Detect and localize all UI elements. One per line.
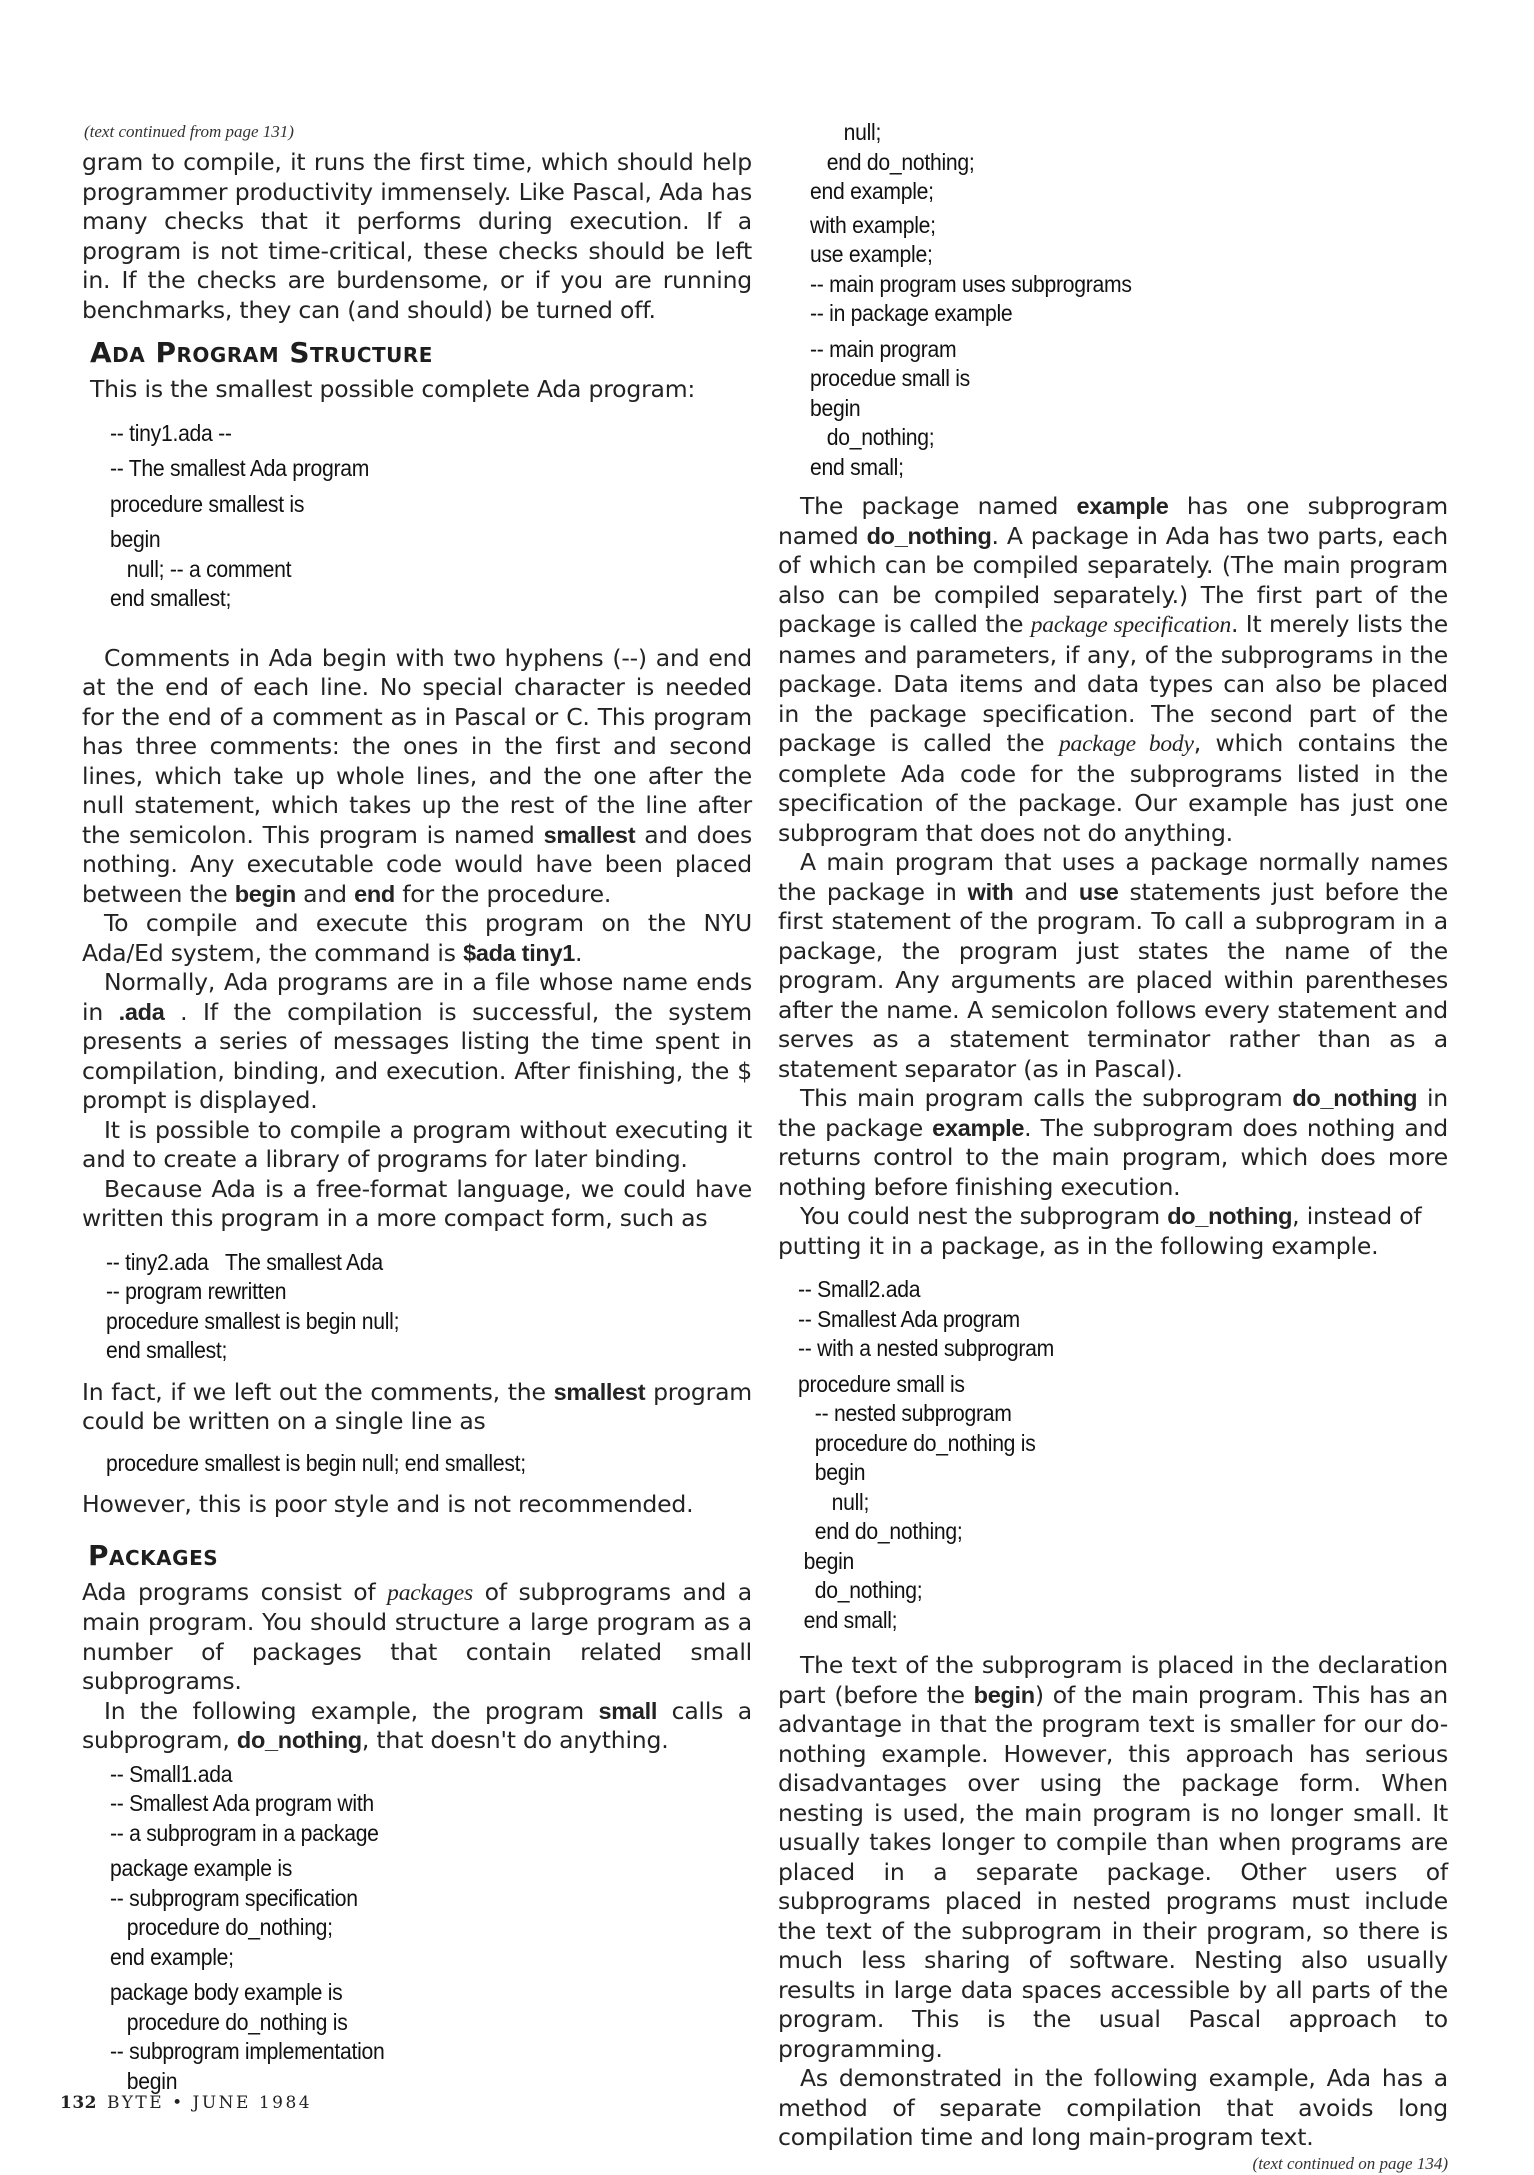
- code-line: -- Small2.ada: [798, 1276, 921, 1302]
- code-line: procedure small is: [798, 1370, 965, 1397]
- code-line: -- Smallest Ada program: [798, 1305, 1020, 1332]
- keyword: end: [354, 880, 395, 907]
- keyword: use: [1078, 878, 1119, 905]
- code-line: with example;: [810, 211, 936, 238]
- continued-on-note: (text continued on page 134): [1252, 2153, 1448, 2173]
- poor-style-paragraph: However, this is poor style and is not recommended.: [82, 1490, 694, 1518]
- packages-paragraph: Ada programs consist of packages of subprograms and a main program. You should structure a large program as a number of packages that contain related small subprograms.: [82, 1577, 752, 1695]
- keyword: example: [932, 1114, 1025, 1141]
- code-line: procedure smallest is begin null;: [106, 1307, 400, 1334]
- code-line: procedure do_nothing;: [110, 1914, 333, 1940]
- code-line: -- nested subprogram: [798, 1400, 1012, 1426]
- infact-paragraph: In fact, if we left out the comments, the smallest program could be written on a single line as: [82, 1377, 752, 1435]
- code-line: -- subprogram implementation: [110, 2038, 385, 2064]
- term: packages: [387, 1579, 473, 1606]
- code-line: procedue small is: [810, 365, 970, 391]
- code-line: -- tiny1.ada --: [110, 419, 232, 446]
- code-small1-continued: [810, 118, 1448, 482]
- code-line: procedure smallest is: [110, 490, 305, 517]
- term: package body: [1058, 731, 1194, 757]
- page-footer: [60, 2093, 312, 2113]
- compile-paragraph: To compile and execute this program on the NYU Ada/Ed system, the command is $ada tiny1.: [82, 909, 752, 967]
- heading-ada-program-structure: Ada Program Structure: [90, 336, 433, 369]
- code-line: -- main program: [810, 335, 957, 362]
- keyword: small: [598, 1697, 658, 1724]
- code-line: -- main program uses subprograms: [810, 270, 1132, 297]
- code-line: end smallest;: [106, 1337, 228, 1363]
- code-line: -- subprogram specification: [110, 1884, 358, 1911]
- code-line: -- program rewritten: [106, 1278, 287, 1304]
- separate-compilation-paragraph: As demonstrated in the following example, Ada has a method of separate compilation that avoids long compilation time and long main-program text.: [778, 2064, 1448, 2151]
- nest-paragraph: You could nest the subprogram do_nothing, instead of putting it in a package, as in the following example.: [778, 1202, 1422, 1260]
- code-line: use example;: [810, 241, 933, 267]
- package-paragraph: The package named example has one subprogram named do_nothing. A package in Ada has two parts, each of which can be compiled separately. (The main program also can be compiled separately.) The first part of the package is called the package specification. It merely lists the names and parameters, if any, of the subprograms in the package. Data items and data types can also be placed in the package specification. The second part of the package is called the package body, which contains the complete Ada code for the subprograms listed in the specification of the package. Our example has just one subprogram that does not do anything.: [778, 492, 1448, 847]
- code-line: -- a subprogram in a package: [110, 1819, 379, 1846]
- code-line: -- Small1.ada: [110, 1760, 233, 1787]
- keyword: begin: [973, 1681, 1035, 1708]
- keyword: do_nothing: [1167, 1203, 1293, 1229]
- freeformat-paragraph: Because Ada is a free-format language, we could have written this program in a more compact form, such as: [82, 1174, 752, 1232]
- code-line: begin: [798, 1547, 855, 1574]
- code-line: end do_nothing;: [798, 1518, 963, 1544]
- example-paragraph: In the following example, the program small calls a subprogram, do_nothing, that doesn't do anything.: [82, 1696, 752, 1754]
- calls-paragraph: This main program calls the subprogram do_nothing in the package example. The subprogram does nothing and returns control to the main program, which does more nothing before finishing execution.: [778, 1084, 1448, 1201]
- code-line: null;: [798, 1488, 870, 1515]
- code-line: -- with a nested subprogram: [798, 1335, 1055, 1361]
- intro-paragraph: gram to compile, it runs the first time, which should help programmer productivity immensely. Like Pascal, Ada has many checks that it performs during execution. If a program is not time-critical, these checks should be left in. If the checks are burdensome, or if you are running benchmarks, they can (and should) be turned off.: [82, 148, 752, 324]
- code-line: -- tiny2.ada The smallest Ada: [106, 1248, 383, 1275]
- keyword: $ada tiny1: [463, 939, 576, 966]
- code-line: package example is: [110, 1855, 293, 1881]
- code-small1: [110, 1760, 752, 2097]
- publication-info: BYTE • JUNE 1984: [107, 2093, 313, 2113]
- code-line: -- in package example: [810, 300, 1013, 326]
- keyword: do_nothing: [1292, 1085, 1418, 1111]
- code-line: end example;: [810, 178, 934, 204]
- code-line: end smallest;: [110, 585, 232, 611]
- term: package specification: [1030, 612, 1232, 638]
- code-line: end small;: [810, 453, 904, 480]
- keyword: do_nothing: [866, 522, 992, 549]
- code-line: begin: [110, 2067, 178, 2094]
- keyword: smallest: [553, 1378, 646, 1405]
- code-line: end small;: [798, 1606, 898, 1633]
- keyword: begin: [234, 880, 296, 907]
- code-tiny2: [106, 1248, 752, 1366]
- page-number: 132: [60, 2093, 97, 2113]
- code-line: procedure do_nothing is: [798, 1429, 1036, 1456]
- code-line: end example;: [110, 1943, 234, 1970]
- code-line: null;: [810, 119, 882, 145]
- keyword: .ada: [118, 998, 165, 1025]
- code-tiny1: [110, 419, 752, 614]
- code-line: procedure do_nothing is: [110, 2008, 348, 2035]
- code-line: do_nothing;: [810, 424, 935, 450]
- code-line: begin: [798, 1459, 866, 1485]
- structure-intro: This is the smallest possible complete Ada program:: [90, 375, 696, 403]
- left-column: [82, 0, 752, 2096]
- code-line: -- Smallest Ada program with: [110, 1790, 374, 1816]
- code-line: end do_nothing;: [810, 148, 975, 175]
- normally-paragraph: Normally, Ada programs are in a file whose name ends in .ada . If the compilation is successful, the system presents a series of messages listing the time spent in compilation, binding, and execution. After finishing, the $ prompt is displayed.: [82, 968, 752, 1114]
- heading-packages: Packages: [88, 1538, 219, 1572]
- code-line: null; -- a comment: [110, 555, 292, 582]
- code-line: package body example is: [110, 1979, 343, 2005]
- main-program-paragraph: A main program that uses a package normally names the package in with and use statements just before the first statement of the program. To call a subprogram in a package, the program just states the name of the program. Any arguments are placed within parentheses after the name. A semicolon follows every statement and serves as a statement terminator rather than as a statement separator (as in Pascal).: [778, 848, 1448, 1083]
- code-small2: [798, 1275, 1448, 1635]
- code-line: -- The smallest Ada program: [110, 455, 370, 481]
- keyword: example: [1076, 493, 1169, 519]
- code-line: do_nothing;: [798, 1577, 923, 1603]
- keyword: do_nothing: [236, 1727, 362, 1753]
- declaration-paragraph: The text of the subprogram is placed in the declaration part (before the begin) of the main program. This has an advantage in that the program text is smaller for our do-nothing example. However, this approach has serious disadvantages over using the package form. When nesting is used, the main program is no longer small. It usually takes longer to compile than when programs are placed in a separate package. Other users of subprograms placed in nested programs must include the text of the subprogram in their program, so there is much less sharing of software. Nesting also usually results in large data spaces accessible by all parts of the program. This is the usual Pascal approach to programming.: [778, 1651, 1448, 2063]
- code-one-line: [106, 1449, 752, 1479]
- code-line: begin: [810, 394, 861, 421]
- code-line: procedure smallest is begin null; end smallest;: [106, 1449, 526, 1476]
- continued-from-note: (text continued from page 131): [84, 122, 294, 141]
- comments-paragraph: Comments in Ada begin with two hyphens (--) and end at the end of each line. No special character is needed for the end of a comment as in Pascal or C. This program has three comments: the ones in the first and second lines, which take up whole lines, and the one after the null statement, which takes up the rest of the line after the semicolon. This program is named smallest and does nothing. Any executable code would have been placed between the begin and end for the procedure.: [82, 643, 752, 908]
- keyword: with: [967, 878, 1014, 905]
- right-column: [778, 0, 1448, 2175]
- keyword: smallest: [543, 821, 636, 848]
- library-paragraph: It is possible to compile a program without executing it and to create a library of programs for later binding.: [82, 1115, 752, 1173]
- code-line: begin: [110, 526, 161, 552]
